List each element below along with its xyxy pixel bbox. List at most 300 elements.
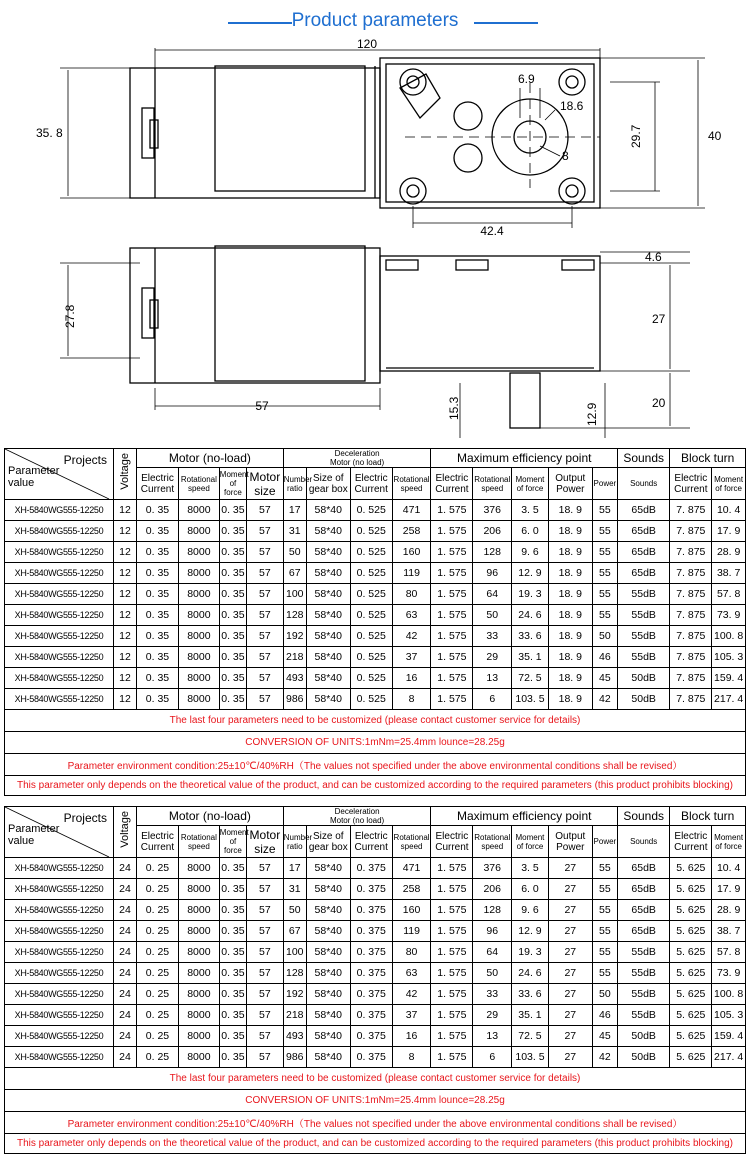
table-cell: 57 (247, 605, 284, 626)
table-cell: 50 (283, 542, 306, 563)
header-row-groups (5, 807, 746, 826)
table-cell: 96 (473, 921, 512, 942)
power-header: Power (592, 468, 617, 500)
table-cell: 0. 375 (350, 900, 392, 921)
table-cell: 0. 25 (137, 1005, 179, 1026)
parameter-value-label (8, 823, 59, 847)
table-cell: 67 (283, 563, 306, 584)
motor-current-header-line2: Current (140, 483, 175, 495)
table-cell: 119 (392, 921, 431, 942)
projects-label: Projects (63, 811, 107, 825)
table-cell: 1. 575 (431, 521, 473, 542)
table-cell: 58*40 (306, 563, 350, 584)
table-cell: 258 (392, 521, 431, 542)
table-cell: 65dB (617, 521, 669, 542)
table-cell: 1. 575 (431, 900, 473, 921)
dim-shaft: 6.9 (518, 72, 535, 86)
table-cell: 0. 525 (350, 563, 392, 584)
table-cell: 5. 625 (670, 900, 712, 921)
table-cell: 24 (113, 858, 136, 879)
table-cell: 65dB (617, 879, 669, 900)
table-cell: 10. 4 (712, 500, 746, 521)
block-moment-header-line2: of force (715, 483, 742, 493)
eff-moment-header-line2: of force (516, 841, 544, 851)
dim-hub: 18.6 (560, 99, 584, 113)
table-row (5, 605, 746, 626)
table-cell: 100. 8 (712, 984, 746, 1005)
table-cell: 58*40 (306, 984, 350, 1005)
table-cell: 27 (548, 1026, 592, 1047)
table-cell: 12 (113, 563, 136, 584)
table-cell: 0. 35 (219, 984, 246, 1005)
eff-speed-header-line2: speed (481, 841, 504, 851)
eff-speed-header (473, 468, 512, 500)
table-cell: 55dB (617, 942, 669, 963)
table-cell: 17. 9 (712, 521, 746, 542)
table-cell: 65dB (617, 900, 669, 921)
table-row (5, 963, 746, 984)
table-cell: 58*40 (306, 942, 350, 963)
table-row (5, 1026, 746, 1047)
dim-hole-spacing-v: 29.7 (629, 124, 643, 148)
table-cell: 57 (247, 858, 284, 879)
dec-current-header-line1: Electric (354, 830, 388, 842)
table-cell: 0. 525 (350, 626, 392, 647)
parameter-label: Parameter (8, 823, 60, 835)
table-cell: 67 (283, 921, 306, 942)
table-cell: XH-5840WG555-12250 (5, 521, 114, 542)
table-cell: 192 (283, 984, 306, 1005)
block-turn-header: Block turn (670, 807, 746, 826)
sounds-sub-header: Sounds (617, 468, 669, 500)
table-cell: 50dB (617, 689, 669, 710)
table-cell: 1. 575 (431, 563, 473, 584)
table-cell: 0. 35 (137, 626, 179, 647)
table-cell: 100 (283, 584, 306, 605)
table-cell: 0. 35 (219, 1047, 246, 1068)
note-row (5, 754, 746, 776)
table-cell: 12 (113, 500, 136, 521)
table-cell: 42 (392, 984, 431, 1005)
table-cell: 376 (473, 858, 512, 879)
dim-length: 120 (356, 37, 378, 51)
table-row (5, 858, 746, 879)
table-cell: 58*40 (306, 1005, 350, 1026)
table-cell: 0. 525 (350, 521, 392, 542)
table-cell: 8000 (178, 584, 219, 605)
table-cell: 100. 8 (712, 626, 746, 647)
table-cell: 50 (473, 605, 512, 626)
table-cell: 0. 35 (219, 689, 246, 710)
table-row (5, 521, 746, 542)
table-cell: 57 (247, 563, 284, 584)
table-cell: 12 (113, 626, 136, 647)
table-cell: 1. 575 (431, 689, 473, 710)
table-cell: 0. 35 (137, 542, 179, 563)
dec-current-header-line1: Electric (354, 472, 388, 484)
ratio-header-line2: ratio (286, 841, 303, 851)
table-cell: 8000 (178, 963, 219, 984)
table-cell: 17 (283, 500, 306, 521)
table-cell: 18. 9 (548, 542, 592, 563)
table-cell: 0. 375 (350, 1047, 392, 1068)
motor-moment-header (219, 826, 249, 858)
table-cell: 159. 4 (712, 1026, 746, 1047)
motor-noload-header: Motor (no-load) (137, 449, 284, 468)
table-cell: XH-5840WG555-12250 (5, 984, 114, 1005)
table-cell: 58*40 (306, 668, 350, 689)
table-cell: 5. 625 (670, 1026, 712, 1047)
table-cell: 55dB (617, 984, 669, 1005)
eff-current-header (431, 468, 473, 500)
table-cell: 493 (283, 668, 306, 689)
eff-moment-header-line1: Moment (515, 832, 545, 842)
table-cell: 57 (247, 984, 284, 1005)
dec-speed-header-line2: speed (400, 483, 423, 493)
table-cell: 0. 25 (137, 921, 179, 942)
table-note: The last four parameters need to be customized (please contact customer service for details) (5, 1068, 746, 1090)
table-cell: 13 (473, 668, 512, 689)
table-cell: 12 (113, 521, 136, 542)
table-cell: 100 (283, 942, 306, 963)
table-cell: 8000 (178, 942, 219, 963)
table-cell: 1. 575 (431, 963, 473, 984)
table-cell: XH-5840WG555-12250 (5, 942, 114, 963)
note-row (5, 1090, 746, 1112)
table-cell: 17. 9 (712, 879, 746, 900)
table-cell: 24. 6 (512, 605, 549, 626)
motor-moment-header (219, 468, 249, 500)
table-cell: 72. 5 (512, 1026, 549, 1047)
table-cell: 57 (247, 1047, 284, 1068)
sounds-header: Sounds (617, 449, 669, 468)
motor-size-header-line2: size (254, 483, 276, 498)
table-cell: 55 (592, 942, 617, 963)
table-cell: 0. 35 (137, 563, 179, 584)
table-cell: 13 (473, 1026, 512, 1047)
table-cell: 46 (592, 647, 617, 668)
block-current-header (670, 826, 712, 858)
eff-moment-header (512, 468, 549, 500)
table-cell: 63 (392, 605, 431, 626)
table-cell: 0. 35 (219, 900, 246, 921)
dim-shaft-a: 15.3 (447, 396, 461, 420)
table-cell: 8000 (178, 1005, 219, 1026)
table-row (5, 584, 746, 605)
table-cell: 50 (283, 900, 306, 921)
table-cell: 0. 375 (350, 963, 392, 984)
motor-moment-header-line2: of force (224, 479, 242, 497)
table-cell: 80 (392, 584, 431, 605)
table-cell: 7. 875 (670, 500, 712, 521)
table-cell: 27 (548, 942, 592, 963)
table-cell: 57 (247, 668, 284, 689)
table-cell: 206 (473, 521, 512, 542)
table-cell: 33. 6 (512, 626, 549, 647)
table-cell: 96 (473, 563, 512, 584)
table-row (5, 563, 746, 584)
table-cell: 119 (392, 563, 431, 584)
table-cell: 0. 25 (137, 984, 179, 1005)
table-cell: 986 (283, 689, 306, 710)
deceleration-header (283, 449, 431, 468)
gearbox-size-header (306, 826, 350, 858)
table-cell: 8000 (178, 858, 219, 879)
deceleration-header (283, 807, 431, 826)
motor-speed-header-line1: Rotational (180, 832, 217, 842)
deceleration-line1: Deceleration (334, 449, 380, 458)
table-cell: 8000 (178, 1047, 219, 1068)
table-cell: 57 (247, 1026, 284, 1047)
table-cell: 0. 35 (137, 647, 179, 668)
table-cell: 27 (548, 963, 592, 984)
motor-moment-header-line1: Moment (219, 470, 249, 479)
table-cell: 55dB (617, 626, 669, 647)
table-cell: 55dB (617, 584, 669, 605)
motor-size-header-line1: Motor (249, 827, 281, 842)
table-cell: 8000 (178, 605, 219, 626)
eff-moment-header-line2: of force (516, 483, 544, 493)
table-cell: 24 (113, 1047, 136, 1068)
dim-left-height: 35. 8 (36, 126, 63, 140)
table-cell: 0. 375 (350, 921, 392, 942)
table-cell: 0. 35 (219, 626, 246, 647)
motor-speed-header-line2: speed (187, 841, 210, 851)
voltage-label: Voltage (119, 453, 131, 490)
table-row (5, 921, 746, 942)
table-cell: 0. 525 (350, 668, 392, 689)
table-cell: 50 (592, 626, 617, 647)
table-cell: 0. 375 (350, 1005, 392, 1026)
table-cell: 58*40 (306, 584, 350, 605)
voltage-header (113, 807, 136, 858)
voltage-header (113, 449, 136, 500)
table-cell: 1. 575 (431, 605, 473, 626)
table-cell: 73. 9 (712, 963, 746, 984)
table-cell: 28. 9 (712, 542, 746, 563)
table-cell: XH-5840WG555-12250 (5, 689, 114, 710)
table-cell: 8000 (178, 668, 219, 689)
table-note: This parameter only depends on the theoretical value of the product, and can be customized according to the required parameters (this product prohibits blocking) (5, 776, 746, 796)
table-cell: 24 (113, 1026, 136, 1047)
table-cell: 58*40 (306, 1026, 350, 1047)
table-cell: 0. 35 (219, 647, 246, 668)
motor-speed-header (178, 826, 219, 858)
table-cell: 18. 9 (548, 605, 592, 626)
table-cell: 55 (592, 521, 617, 542)
output-power-header (548, 468, 592, 500)
dim-top-offset: 4.6 (645, 250, 662, 264)
block-current-header (670, 468, 712, 500)
table-cell: 33. 6 (512, 984, 549, 1005)
section-header (0, 4, 750, 40)
table-cell: 0. 25 (137, 963, 179, 984)
sounds-sub-header: Sounds (617, 826, 669, 858)
table-cell: 57 (247, 942, 284, 963)
table-cell: 58*40 (306, 879, 350, 900)
table-cell: 33 (473, 626, 512, 647)
table-cell: 9. 6 (512, 542, 549, 563)
table-cell: 57 (247, 626, 284, 647)
motor-size-header-line2: size (254, 841, 276, 856)
block-turn-header: Block turn (670, 449, 746, 468)
value-label: value (8, 477, 35, 489)
table-cell: 5. 625 (670, 1005, 712, 1026)
table-cell: 3. 5 (512, 500, 549, 521)
table-cell: 8000 (178, 921, 219, 942)
table-note: CONVERSION OF UNITS:1mNm=25.4mm lounce=28.25g (5, 732, 746, 754)
table-cell: 7. 875 (670, 563, 712, 584)
max-efficiency-header: Maximum efficiency point (431, 807, 618, 826)
table-cell: XH-5840WG555-12250 (5, 921, 114, 942)
table-cell: 17 (283, 858, 306, 879)
table-cell: 0. 35 (137, 584, 179, 605)
table-cell: 7. 875 (670, 542, 712, 563)
table-cell: 50 (592, 984, 617, 1005)
table-cell: 0. 525 (350, 584, 392, 605)
table-cell: 63 (392, 963, 431, 984)
dim-shaft-b: 12.9 (585, 402, 599, 426)
table-cell: 24 (113, 879, 136, 900)
motor-size-header-line1: Motor (249, 469, 281, 484)
table-cell: 0. 25 (137, 1047, 179, 1068)
note-row (5, 1112, 746, 1134)
spec-table-12v (4, 448, 746, 796)
table-cell: 0. 35 (219, 858, 246, 879)
block-moment-header-line1: Moment (714, 474, 744, 484)
table-cell: 18. 9 (548, 689, 592, 710)
table-cell: 128 (283, 963, 306, 984)
table-row (5, 542, 746, 563)
table-cell: 8000 (178, 647, 219, 668)
table-cell: 6 (473, 1047, 512, 1068)
table-cell: 80 (392, 942, 431, 963)
output-power-header (548, 826, 592, 858)
eff-speed-header-line2: speed (481, 483, 504, 493)
table-note: CONVERSION OF UNITS:1mNm=25.4mm lounce=28.25g (5, 1090, 746, 1112)
table-cell: 1. 575 (431, 500, 473, 521)
table-cell: 159. 4 (712, 668, 746, 689)
voltage-label: Voltage (119, 811, 131, 848)
block-moment-header-line2: of force (715, 841, 742, 851)
table-cell: 986 (283, 1047, 306, 1068)
table-cell: 0. 525 (350, 542, 392, 563)
gearbox-size-header (306, 468, 350, 500)
table-cell: 12 (113, 689, 136, 710)
dec-current-header-line2: Current (354, 841, 388, 853)
motor-current-header-line1: Electric (141, 830, 174, 842)
table-cell: 55 (592, 879, 617, 900)
table-cell: 16 (392, 668, 431, 689)
table-cell: 8000 (178, 563, 219, 584)
table-note: Parameter environment condition:25±10℃/40%RH（The values not specified under the above environmental conditions shall be revised） (5, 754, 746, 776)
table-cell: 1. 575 (431, 1005, 473, 1026)
ratio-header-line1: Number (283, 474, 313, 484)
output-power-header-line1: Output (555, 472, 586, 484)
table-cell: 18. 9 (548, 668, 592, 689)
projects-parameter-cell (5, 807, 114, 858)
table-row (5, 1005, 746, 1026)
table-cell: 55dB (617, 647, 669, 668)
eff-current-header-line1: Electric (435, 830, 469, 842)
table-cell: 18. 9 (548, 521, 592, 542)
table-cell: 1. 575 (431, 584, 473, 605)
table-cell: 5. 625 (670, 942, 712, 963)
dim-body-height: 27.8 (63, 304, 77, 328)
table-cell: XH-5840WG555-12250 (5, 879, 114, 900)
table-cell: 8 (392, 689, 431, 710)
table-cell: 55 (592, 500, 617, 521)
block-current-header-line1: Electric (674, 830, 708, 842)
table-cell: 8000 (178, 900, 219, 921)
table-row (5, 647, 746, 668)
table-cell: 35. 1 (512, 647, 549, 668)
gearbox-size-header-line1: Size of (312, 830, 344, 842)
table-cell: 8000 (178, 1026, 219, 1047)
table-cell: 0. 35 (219, 879, 246, 900)
table-cell: 24. 6 (512, 963, 549, 984)
dec-speed-header-line2: speed (400, 841, 423, 851)
table-cell: 1. 575 (431, 879, 473, 900)
table-cell: 58*40 (306, 858, 350, 879)
table-cell: 55 (592, 900, 617, 921)
table-cell: 471 (392, 858, 431, 879)
table-cell: 0. 35 (137, 500, 179, 521)
note-row (5, 710, 746, 732)
table-cell: 0. 35 (219, 605, 246, 626)
table-cell: 64 (473, 584, 512, 605)
table-cell: 57 (247, 689, 284, 710)
table-cell: 18. 9 (548, 626, 592, 647)
table-cell: 0. 525 (350, 647, 392, 668)
table-cell: 58*40 (306, 900, 350, 921)
table-row (5, 689, 746, 710)
table-cell: 5. 625 (670, 1047, 712, 1068)
note-row (5, 1068, 746, 1090)
table-cell: 50dB (617, 668, 669, 689)
table-cell: 18. 9 (548, 584, 592, 605)
table-cell: 55 (592, 542, 617, 563)
table-cell: XH-5840WG555-12250 (5, 542, 114, 563)
block-moment-header-line1: Moment (714, 832, 744, 842)
table-cell: 0. 25 (137, 879, 179, 900)
table-cell: 57 (247, 500, 284, 521)
dec-speed-header (392, 826, 431, 858)
table-cell: 12. 9 (512, 563, 549, 584)
table-cell: 5. 625 (670, 984, 712, 1005)
table-cell: 10. 4 (712, 858, 746, 879)
table-cell: 58*40 (306, 689, 350, 710)
ratio-header-line1: Number (283, 832, 313, 842)
table-cell: 57 (247, 584, 284, 605)
eff-moment-header (512, 826, 549, 858)
table-cell: 1. 575 (431, 542, 473, 563)
table-cell: 1. 575 (431, 668, 473, 689)
table-cell: 55 (592, 584, 617, 605)
table-cell: 1. 575 (431, 984, 473, 1005)
table-cell: 58*40 (306, 521, 350, 542)
table-cell: 8000 (178, 521, 219, 542)
table-cell: 12 (113, 668, 136, 689)
table-cell: XH-5840WG555-12250 (5, 584, 114, 605)
table-cell: 55 (592, 921, 617, 942)
table-cell: 12 (113, 542, 136, 563)
table-cell: 160 (392, 900, 431, 921)
output-power-header-line1: Output (555, 830, 586, 842)
table-cell: 0. 35 (219, 584, 246, 605)
gearbox-size-header-line1: Size of (312, 472, 344, 484)
table-cell: 42 (592, 689, 617, 710)
